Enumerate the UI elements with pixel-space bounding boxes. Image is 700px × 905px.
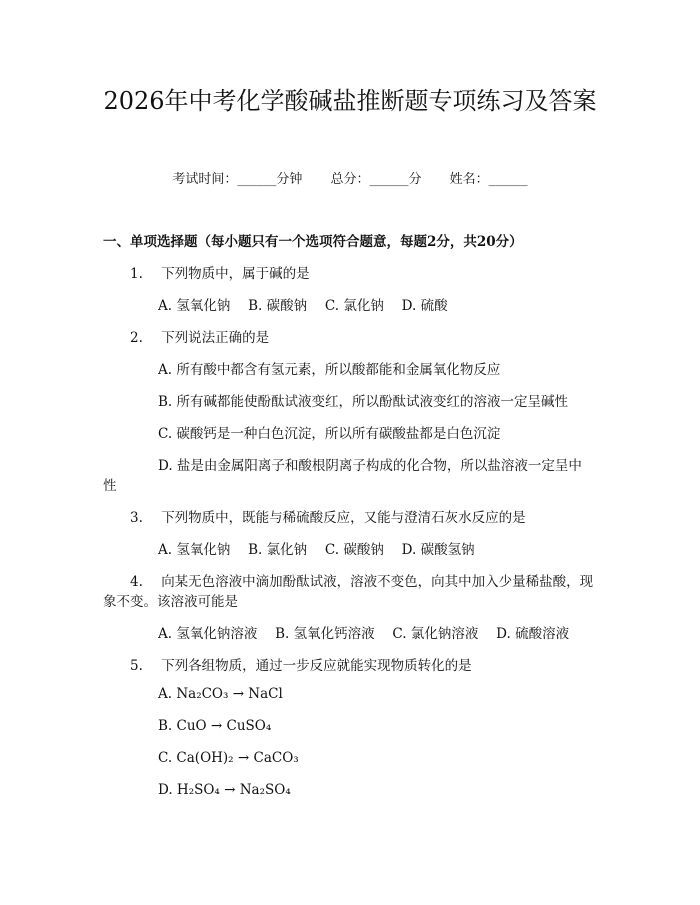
question-stem: 下列物质中，既能与稀硫酸反应，又能与澄清石灰水反应的是 — [161, 510, 526, 526]
question-stem: 向某无色溶液中滴加酚酞试液，溶液不变色，向其中加入少量稀盐酸，现 — [161, 574, 594, 590]
question-2-option-d-wrap: 性 — [103, 478, 117, 494]
total-score: 总分：______分 — [330, 172, 422, 187]
question-2-option-d: D. 盐是由金属阳离子和酸根阴离子构成的化合物，所以盐溶液一定呈中 — [158, 458, 582, 474]
question-number: 2. — [130, 330, 143, 346]
question-number: 4. — [130, 574, 143, 590]
question-3 — [130, 506, 526, 526]
question-5-option-a: A. Na₂CO₃ → NaCl — [158, 686, 283, 702]
question-2 — [130, 326, 269, 346]
question-4-stem-wrap: 象不变。该溶液可能是 — [103, 594, 238, 610]
question-3-options: A. 氢氧化钠 B. 氯化钠 C. 碳酸钠 D. 碳酸氢钠 — [158, 542, 475, 558]
question-2-option-a: A. 所有酸中都含有氢元素，所以酸都能和金属氧化物反应 — [158, 362, 501, 378]
question-5-option-b: B. CuO → CuSO₄ — [158, 718, 272, 734]
question-2-option-b: B. 所有碱都能使酚酞试液变红，所以酚酞试液变红的溶液一定呈碱性 — [158, 394, 569, 410]
exam-time: 考试时间：______分钟 — [172, 172, 303, 187]
exam-meta — [0, 168, 700, 187]
question-4-options: A. 氢氧化钠溶液 B. 氢氧化钙溶液 C. 氯化钠溶液 D. 硫酸溶液 — [158, 626, 570, 642]
question-number: 1. — [130, 266, 143, 282]
student-name: 姓名：______ — [449, 172, 528, 187]
question-5-option-c: C. Ca(OH)₂ → CaCO₃ — [158, 750, 299, 766]
question-1 — [130, 262, 310, 282]
question-stem: 下列各组物质，通过一步反应就能实现物质转化的是 — [161, 658, 472, 674]
question-number: 5. — [130, 658, 143, 674]
question-5 — [130, 654, 472, 674]
question-1-options: A. 氢氧化钠 B. 碳酸钠 C. 氯化钠 D. 硫酸 — [158, 298, 448, 314]
question-stem: 下列物质中，属于碱的是 — [161, 266, 310, 282]
section-title: 一、单项选择题（每小题只有一个选项符合题意，每题2分，共20分） — [103, 234, 523, 250]
question-5-option-d: D. H₂SO₄ → Na₂SO₄ — [158, 782, 291, 798]
document-title: 2026年中考化学酸碱盐推断题专项练习及答案 — [103, 87, 597, 115]
question-4 — [130, 570, 593, 590]
question-number: 3. — [130, 510, 143, 526]
question-stem: 下列说法正确的是 — [161, 330, 270, 346]
question-2-option-c: C. 碳酸钙是一种白色沉淀，所以所有碳酸盐都是白色沉淀 — [158, 426, 501, 442]
